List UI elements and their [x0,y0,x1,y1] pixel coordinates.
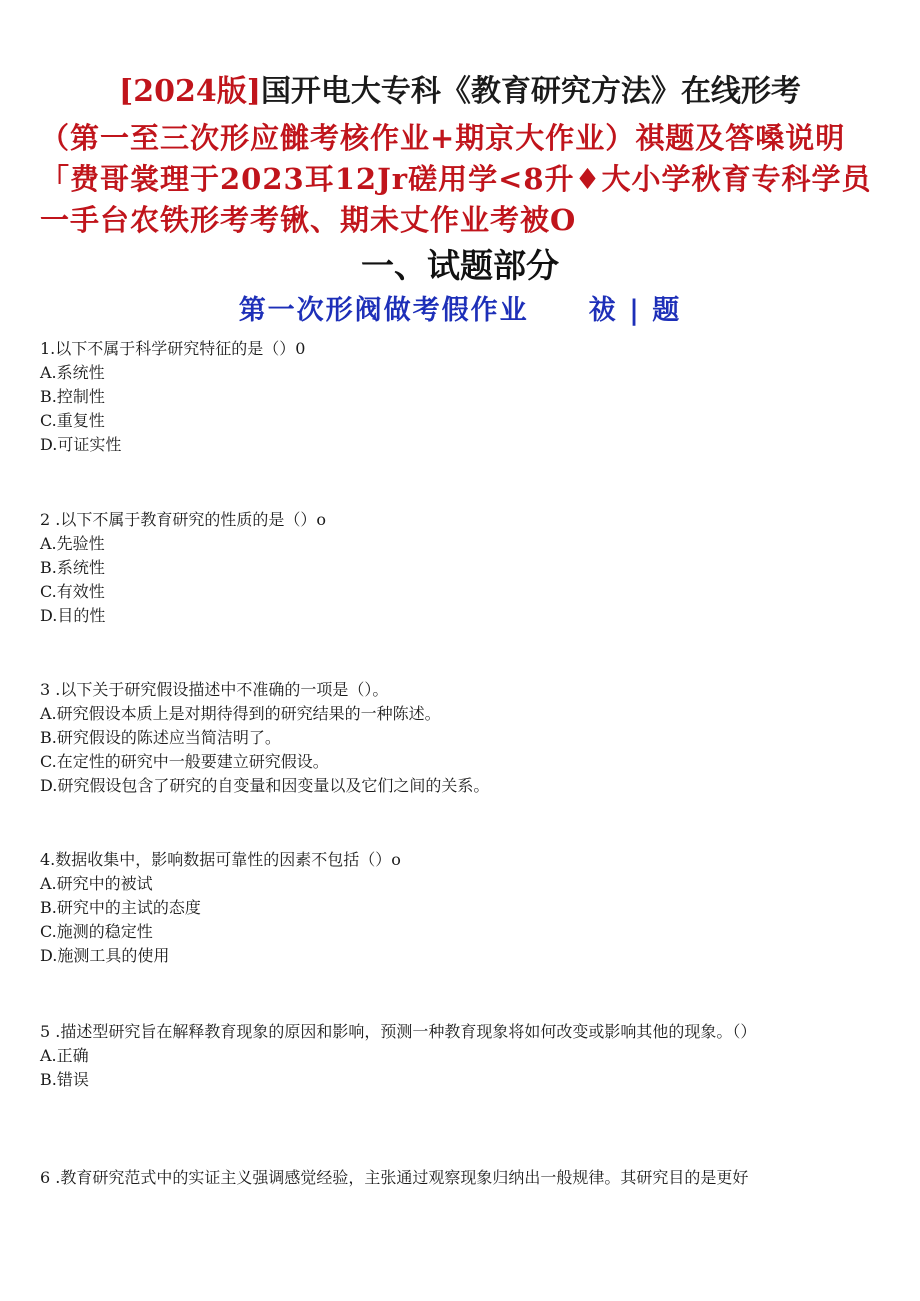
option-a: A.正确 [40,1046,89,1065]
option-b: B.研究中的主试的态度 [40,898,201,917]
section-subheading [0,288,920,327]
option-b: B.研究假设的陈述应当简洁明了。 [40,728,281,747]
question-5 [40,1020,756,1092]
question-text: 1.以下不属于科学研究特征的是（）0 [40,339,306,358]
option-d: D.施测工具的使用 [40,946,170,965]
question-6 [40,1166,748,1190]
question-text: 4.数据收集中，影响数据可靠性的因素不包括（）o [40,850,401,869]
option-c: C.重复性 [40,411,105,430]
question-text: 5 .描述型研究旨在解释教育现象的原因和影响，预测一种教育现象将如何改变或影响其他的现象。（） [40,1022,757,1041]
document-subtitle: （第一至三次形应雠考核作业+期京大作业）祺题及答嗓说明「费哥裳理于2023耳12Jr磋用学<8升♦大小学秋育专科学员一手台农铁形考考锹、期未丈作业考被O [40,121,872,237]
option-d: D.目的性 [40,606,106,625]
question-2 [40,508,326,628]
option-c: C.有效性 [40,582,105,601]
option-c: C.在定性的研究中一般要建立研究假设。 [40,752,329,771]
option-d: D.可证实性 [40,435,122,454]
option-a: A.研究假设本质上是对期待得到的研究结果的一种陈述。 [40,704,441,723]
document-title [0,72,920,112]
section-heading: 一、试题部分 [361,246,559,285]
title-text: 国开电大专科《教育研究方法》在线形考 [260,74,801,109]
option-a: A.系统性 [40,363,105,382]
version-tag: [2024版] [119,74,261,109]
question-text: 3 .以下关于研究假设描述中不准确的一项是（）。 [40,680,389,699]
question-text: 2 .以下不属于教育研究的性质的是（）o [40,510,326,529]
subheading-right: 祓 | 题 [588,295,682,326]
option-b: B.控制性 [40,387,105,406]
question-4 [40,848,401,968]
option-a: A.先验性 [40,534,105,553]
question-3 [40,678,489,798]
option-d: D.研究假设包含了研究的自变量和因变量以及它们之间的关系。 [40,776,490,795]
option-b: B.错误 [40,1070,89,1089]
subheading-left: 第一次形阀做考假作业 [238,295,529,326]
option-c: C.施测的稳定性 [40,922,153,941]
question-1 [40,337,305,457]
question-text: 6 .教育研究范式中的实证主义强调感觉经验，主张通过观察现象归纳出一般规律。其研究目的是更好 [40,1168,749,1187]
option-b: B.系统性 [40,558,105,577]
option-a: A.研究中的被试 [40,874,153,893]
